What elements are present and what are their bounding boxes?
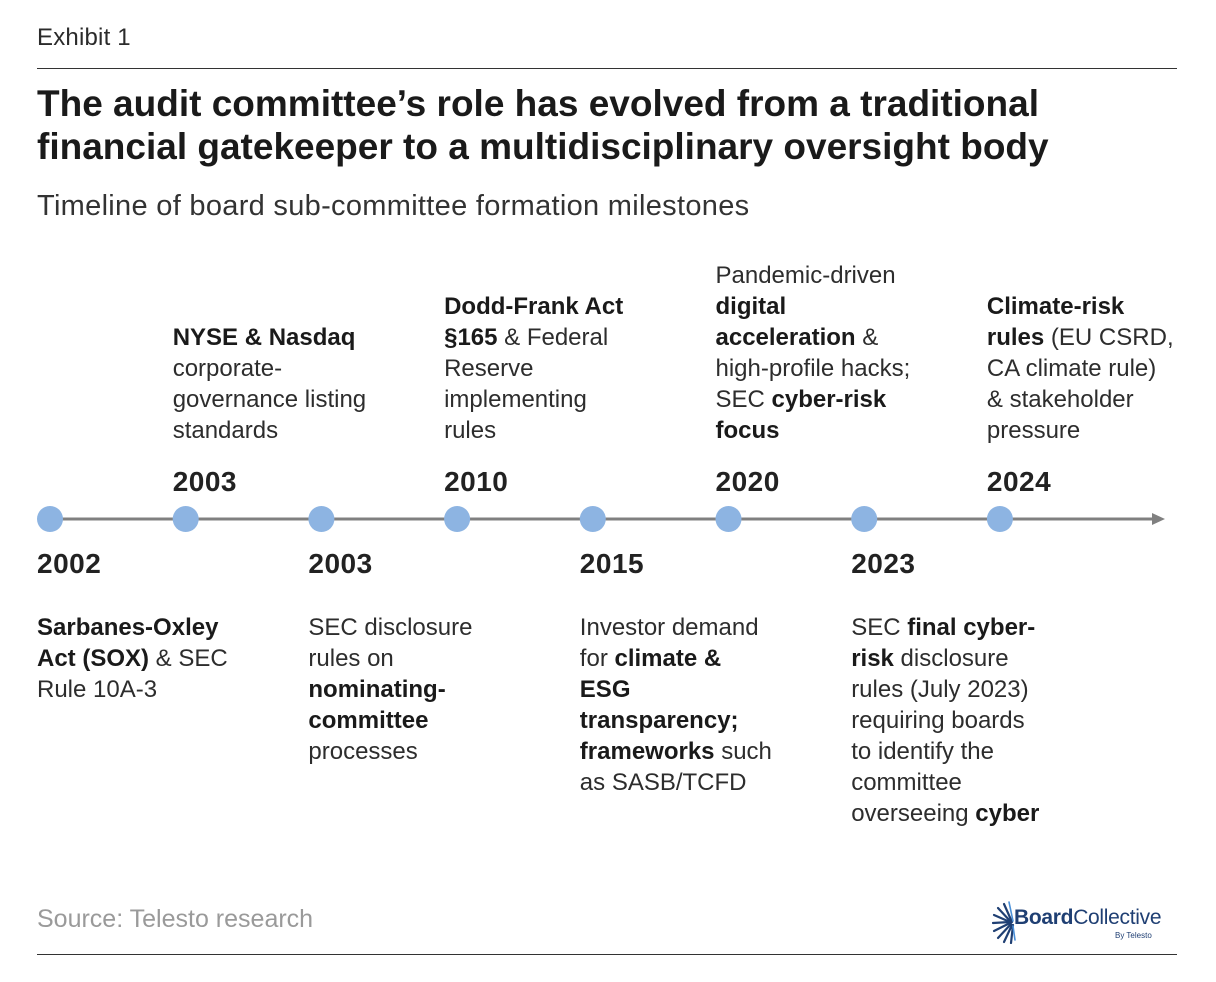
milestone-emphasis: cyber-risk focus <box>715 386 887 444</box>
milestone-text: such as SASB/TCFD <box>579 738 772 796</box>
page-title: The audit committee’s role has evolved from a traditional financial gatekeeper to a multidisciplinary oversight body <box>37 83 1049 167</box>
timeline-node-2010 <box>444 506 470 532</box>
milestone-emphasis: Dodd-Frank Act §165 <box>444 293 624 351</box>
milestone-description <box>308 612 503 767</box>
milestone-year: 2010 <box>444 466 509 497</box>
milestone-emphasis: NYSE & Nasdaq <box>172 324 356 351</box>
milestone-year: 2003 <box>308 548 373 579</box>
milestone-emphasis: digital acceleration <box>715 293 856 351</box>
milestone-description <box>37 612 232 705</box>
milestone-text: & high-profile hacks; SEC <box>715 324 911 413</box>
milestone-description <box>444 291 639 446</box>
milestone-emphasis: Climate-risk rules <box>986 293 1125 351</box>
milestone-emphasis: final cyber-risk <box>851 614 1036 672</box>
timeline-node-2020 <box>716 506 742 532</box>
timeline-node-2023 <box>851 506 877 532</box>
board-collective-logo <box>992 898 1167 946</box>
milestone-text: processes <box>308 738 418 765</box>
timeline-node-2003 <box>173 506 199 532</box>
milestone-text: Pandemic-driven <box>715 262 896 289</box>
logo-word-regular: Collective <box>1073 906 1162 929</box>
milestone-year: 2024 <box>986 466 1052 497</box>
logo-byline: By Telesto <box>1115 931 1152 940</box>
milestone-text: SEC disclosure rules on <box>308 614 473 672</box>
milestone-text: Investor demand for <box>579 614 759 672</box>
milestone-emphasis: climate & ESG transparency; frameworks <box>579 645 739 765</box>
milestone-year: 2015 <box>579 548 645 579</box>
milestone-text: corporate-governance listing standards <box>172 355 367 444</box>
timeline-node-2024 <box>987 506 1013 532</box>
exhibit-label: Exhibit 1 <box>37 24 131 51</box>
milestone-text: (EU CSRD, CA climate rule) & stakeholder pressure <box>986 324 1174 444</box>
milestone-description <box>716 260 911 446</box>
logo-wordmark <box>1014 906 1161 930</box>
timeline-node-2003 <box>308 506 334 532</box>
milestone-emphasis: nominating-committee <box>308 676 446 734</box>
milestone-text: disclosure rules (July 2023) requiring boards to identify the committee overseeing <box>851 645 1029 827</box>
source-note: Source: Telesto research <box>37 905 314 933</box>
milestone-year: 2020 <box>715 466 780 497</box>
milestone-emphasis: Sarbanes-Oxley Act (SOX) <box>37 614 219 672</box>
milestone-description <box>173 322 368 446</box>
timeline-arrow-icon <box>1152 513 1165 525</box>
milestone-emphasis: cyber <box>975 800 1040 827</box>
milestone-description <box>580 612 775 798</box>
timeline-node-2015 <box>580 506 606 532</box>
milestone-text: & Federal Reserve implementing rules <box>444 324 609 444</box>
milestone-year: 2003 <box>172 466 237 497</box>
timeline-node-2002 <box>37 506 63 532</box>
milestone-year: 2023 <box>851 548 916 579</box>
milestone-year: 2002 <box>37 548 102 579</box>
sunburst-logo-icon <box>992 900 1016 944</box>
bottom-divider <box>37 954 1177 955</box>
milestone-text: & SEC Rule 10A-3 <box>37 645 228 703</box>
milestone-description <box>851 612 1046 829</box>
logo-word-bold: Board <box>1014 906 1074 929</box>
page-subtitle: Timeline of board sub-committee formation milestones <box>37 190 750 222</box>
milestone-text: SEC <box>851 614 908 641</box>
milestone-description <box>987 291 1177 446</box>
